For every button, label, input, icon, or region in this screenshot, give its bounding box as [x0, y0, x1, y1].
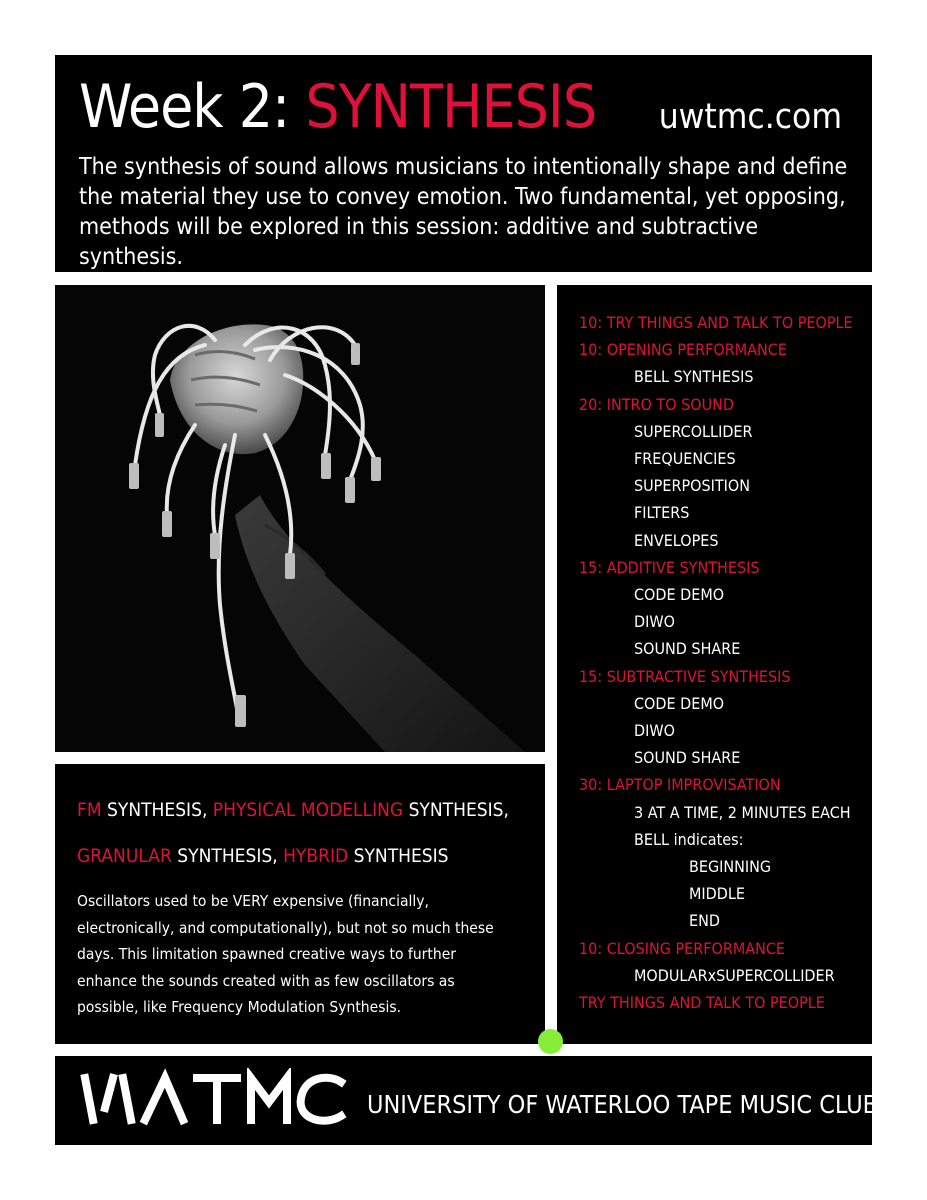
agenda-section: 10: CLOSING PERFORMANCE	[579, 938, 785, 958]
logo-text: UWTMC	[79, 1068, 83, 1069]
timeline-dot-icon	[538, 1029, 563, 1054]
agenda-item: SUPERCOLLIDER	[634, 421, 753, 441]
synthesis-type-name: GRANULAR	[77, 845, 172, 867]
synthesis-type-suffix: SYNTHESIS,	[101, 799, 213, 821]
title-highlight: SYNTHESIS	[305, 72, 597, 142]
synthesis-type-name: HYBRID	[283, 845, 349, 867]
synthesis-type-suffix: SYNTHESIS,	[171, 845, 284, 867]
hand-with-cables-image	[55, 285, 545, 752]
agenda-item: SOUND SHARE	[634, 748, 741, 768]
agenda-item: MIDDLE	[689, 884, 745, 904]
agenda-section: 15: ADDITIVE SYNTHESIS	[579, 557, 760, 577]
synthesis-type-name: PHYSICAL MODELLING	[212, 799, 404, 821]
agenda-section: TRY THINGS AND TALK TO PEOPLE	[579, 993, 825, 1013]
agenda-section: 20: INTRO TO SOUND	[579, 394, 734, 414]
timeline-bar	[547, 282, 555, 1030]
agenda-item: BEGINNING	[689, 857, 772, 877]
club-name: UNIVERSITY OF WATERLOO TAPE MUSIC CLUB	[367, 1090, 879, 1119]
agenda-item: 3 AT A TIME, 2 MINUTES EACH	[634, 802, 851, 822]
oscillator-description: Oscillators used to be VERY expensive (financially, electronically, and computationally), but not so much these days. This limitation spawned creative ways to further enhance the sounds created with as few oscillators as possible, like Frequency Modulation Synthesis.	[77, 892, 494, 1016]
synthesis-types-line-1	[77, 798, 509, 822]
synthesis-type-name: FM	[77, 799, 102, 821]
intro-text: The synthesis of sound allows musicians to intentionally shape and define the material they use to convey emotion. Two fundamental, yet opposing, methods will be explored in this session: additive and subtractive synthesis.	[79, 154, 848, 270]
agenda-item: DIWO	[634, 721, 675, 741]
footer-panel	[55, 1056, 879, 1145]
agenda-panel	[557, 285, 872, 1044]
agenda-item: CODE DEMO	[634, 585, 725, 605]
agenda-item: END	[689, 911, 720, 931]
agenda-section: 15: SUBTRACTIVE SYNTHESIS	[579, 666, 791, 686]
agenda-section: 10: TRY THINGS AND TALK TO PEOPLE	[579, 313, 853, 332]
header-panel	[55, 55, 872, 272]
synthesis-types-line-2	[77, 844, 449, 868]
agenda-item: ENVELOPES	[634, 530, 719, 550]
agenda-section: 30: LAPTOP IMPROVISATION	[579, 775, 781, 795]
agenda-item: FREQUENCIES	[634, 449, 736, 469]
agenda-list	[579, 309, 853, 1016]
agenda-item: BELL SYNTHESIS	[634, 367, 754, 387]
site-url[interactable]: uwtmc.com	[658, 97, 842, 137]
agenda-item: SOUND SHARE	[634, 639, 741, 659]
title-prefix: Week 2:	[79, 72, 306, 142]
agenda-section: 10: OPENING PERFORMANCE	[579, 340, 787, 360]
agenda-item: DIWO	[634, 612, 675, 632]
agenda-item: SUPERPOSITION	[634, 476, 750, 496]
agenda-item: MODULARxSUPERCOLLIDER	[634, 965, 835, 985]
agenda-item: FILTERS	[634, 503, 690, 523]
cable-photo	[55, 285, 545, 752]
agenda-item: BELL indicates:	[634, 829, 744, 849]
uwtmc-logo	[79, 1068, 349, 1130]
synthesis-types-panel	[55, 764, 545, 1044]
agenda-item: CODE DEMO	[634, 693, 725, 713]
synthesis-type-suffix: SYNTHESIS,	[403, 799, 509, 821]
page-title	[79, 71, 596, 143]
synthesis-type-suffix: SYNTHESIS	[348, 845, 449, 867]
